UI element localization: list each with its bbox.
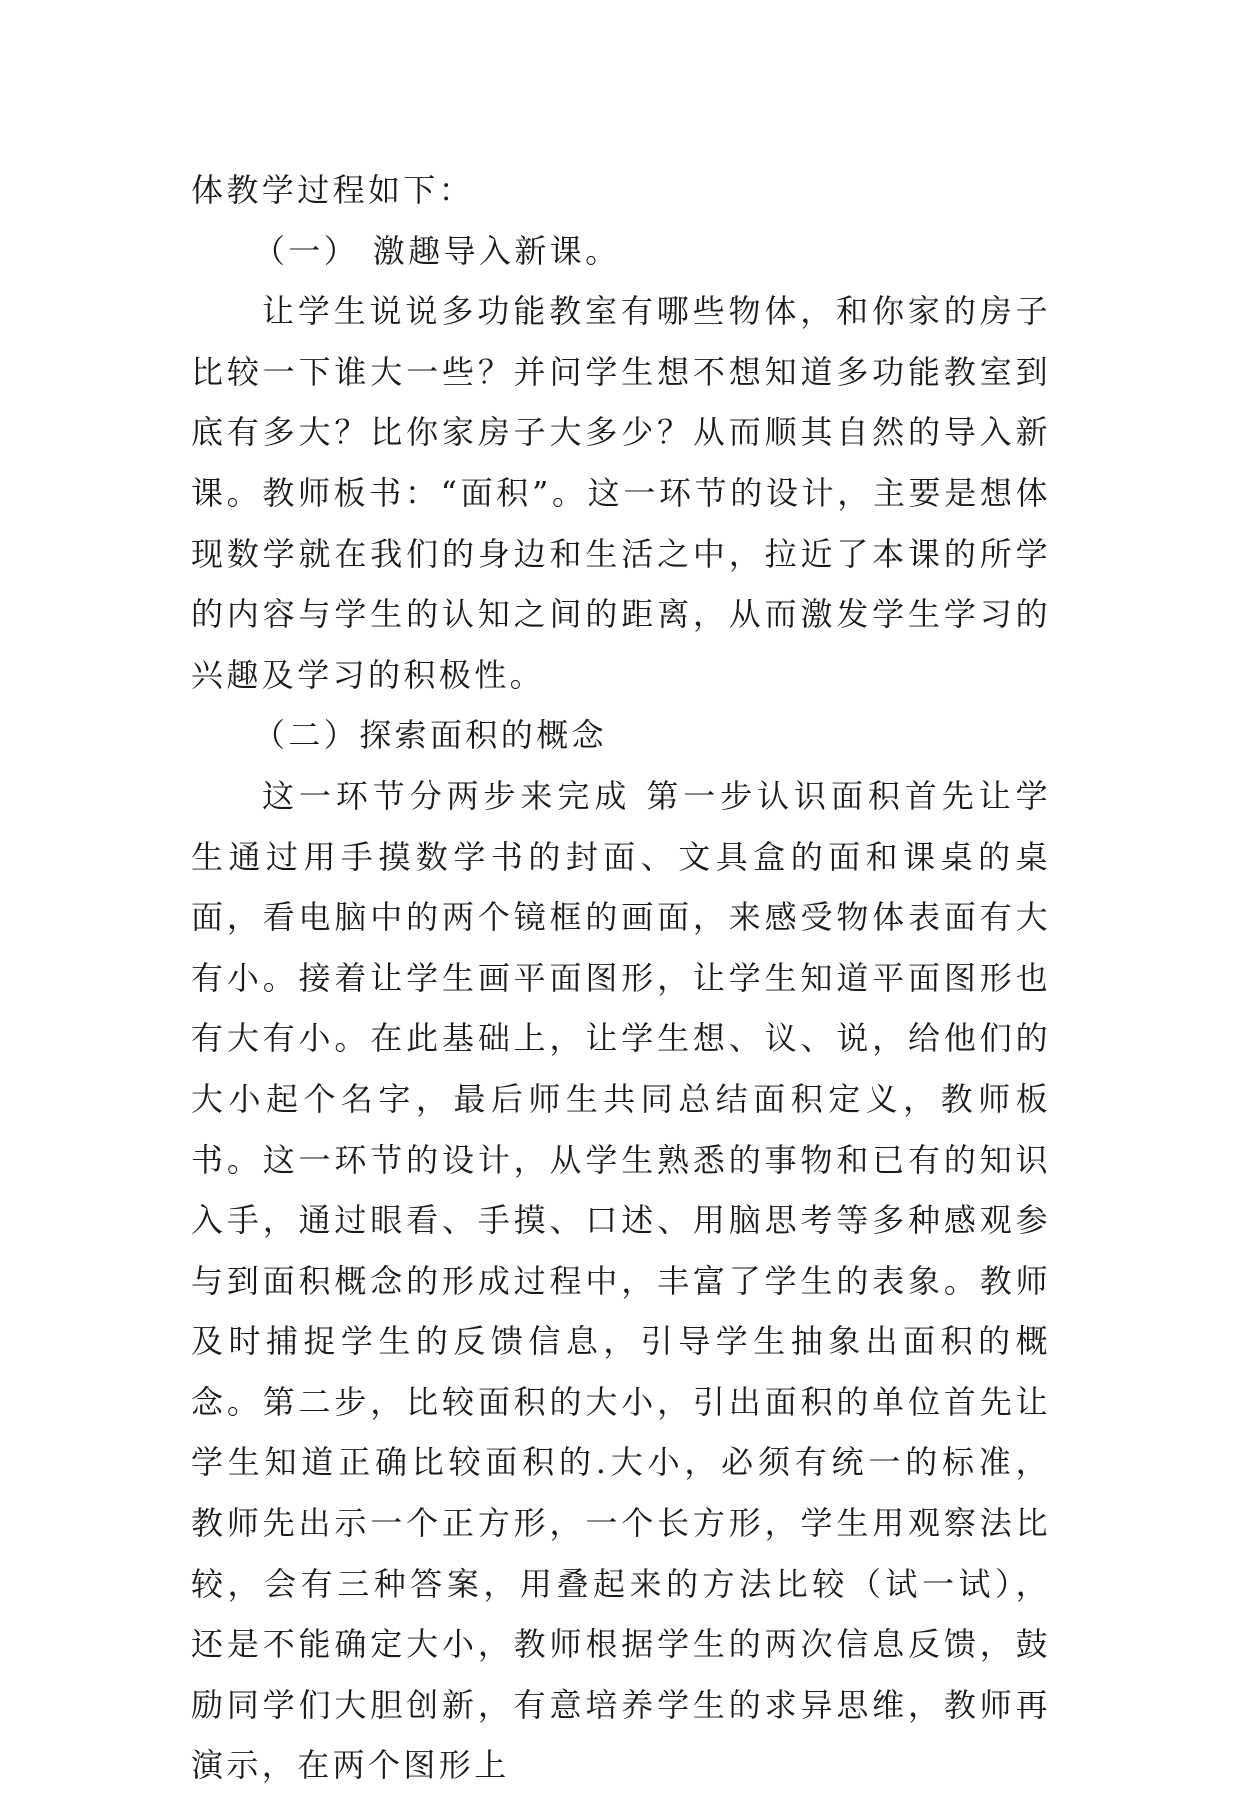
section-heading-2: （二）探索面积的概念 <box>253 716 608 755</box>
paragraph-section-2: 这一环节分两步来完成 第一步认识面积首先让学生通过用手摸数学书的封面、文具盒的面和课桌的桌面，看电脑中的两个镜框的画面，来感受物体表面有大有小。接着让学生画平面图形，让学生知道平面图形也有大有小。在此基础上，让学生想、议、说，给他们的大小起个名字，最后师生共同总结面积定义，教师板书。这一环节的设计，从学生熟悉的事物和已有的知识入手，通过眼看、手摸、口述、用脑思考等多种感观参与到面积概念的形成过程中，丰富了学生的表象。教师及时捕捉学生的反馈信息，引导学生抽象出面积的概念。第二步，比较面积的大小，引出面积的单位首先让学生知道正确比较面积的.大小，必须有统一的标准，教师先出示一个正方形，一个长方形，学生用观察法比较，会有三种答案，用叠起来的方法比较（试一试），还是不能确定大小，教师根据学生的两次信息反馈，鼓励同学们大胆创新，有意培养学生的求异思维，教师再演示，在两个图形上 <box>191 776 1051 1785</box>
paragraph-intro: 体教学过程如下： <box>191 171 475 209</box>
document-body <box>191 160 1051 1796</box>
paragraph-section-1: 让学生说说多功能教室有哪些物体，和你家的房子比较一下谁大一些？并问学生想不想知道多功能教室到底有多大？比你家房子大多少？从而顺其自然的导入新课。教师板书：“面积”。这一环节的设计，主要是想体现数学就在我们的身边和生活之中，拉近了本课的所学的内容与学生的认知之间的距离，从而激发学生学习的兴趣及学习的积极性。 <box>191 292 1051 694</box>
section-heading-1: （一） 激趣导入新课。 <box>253 231 621 270</box>
